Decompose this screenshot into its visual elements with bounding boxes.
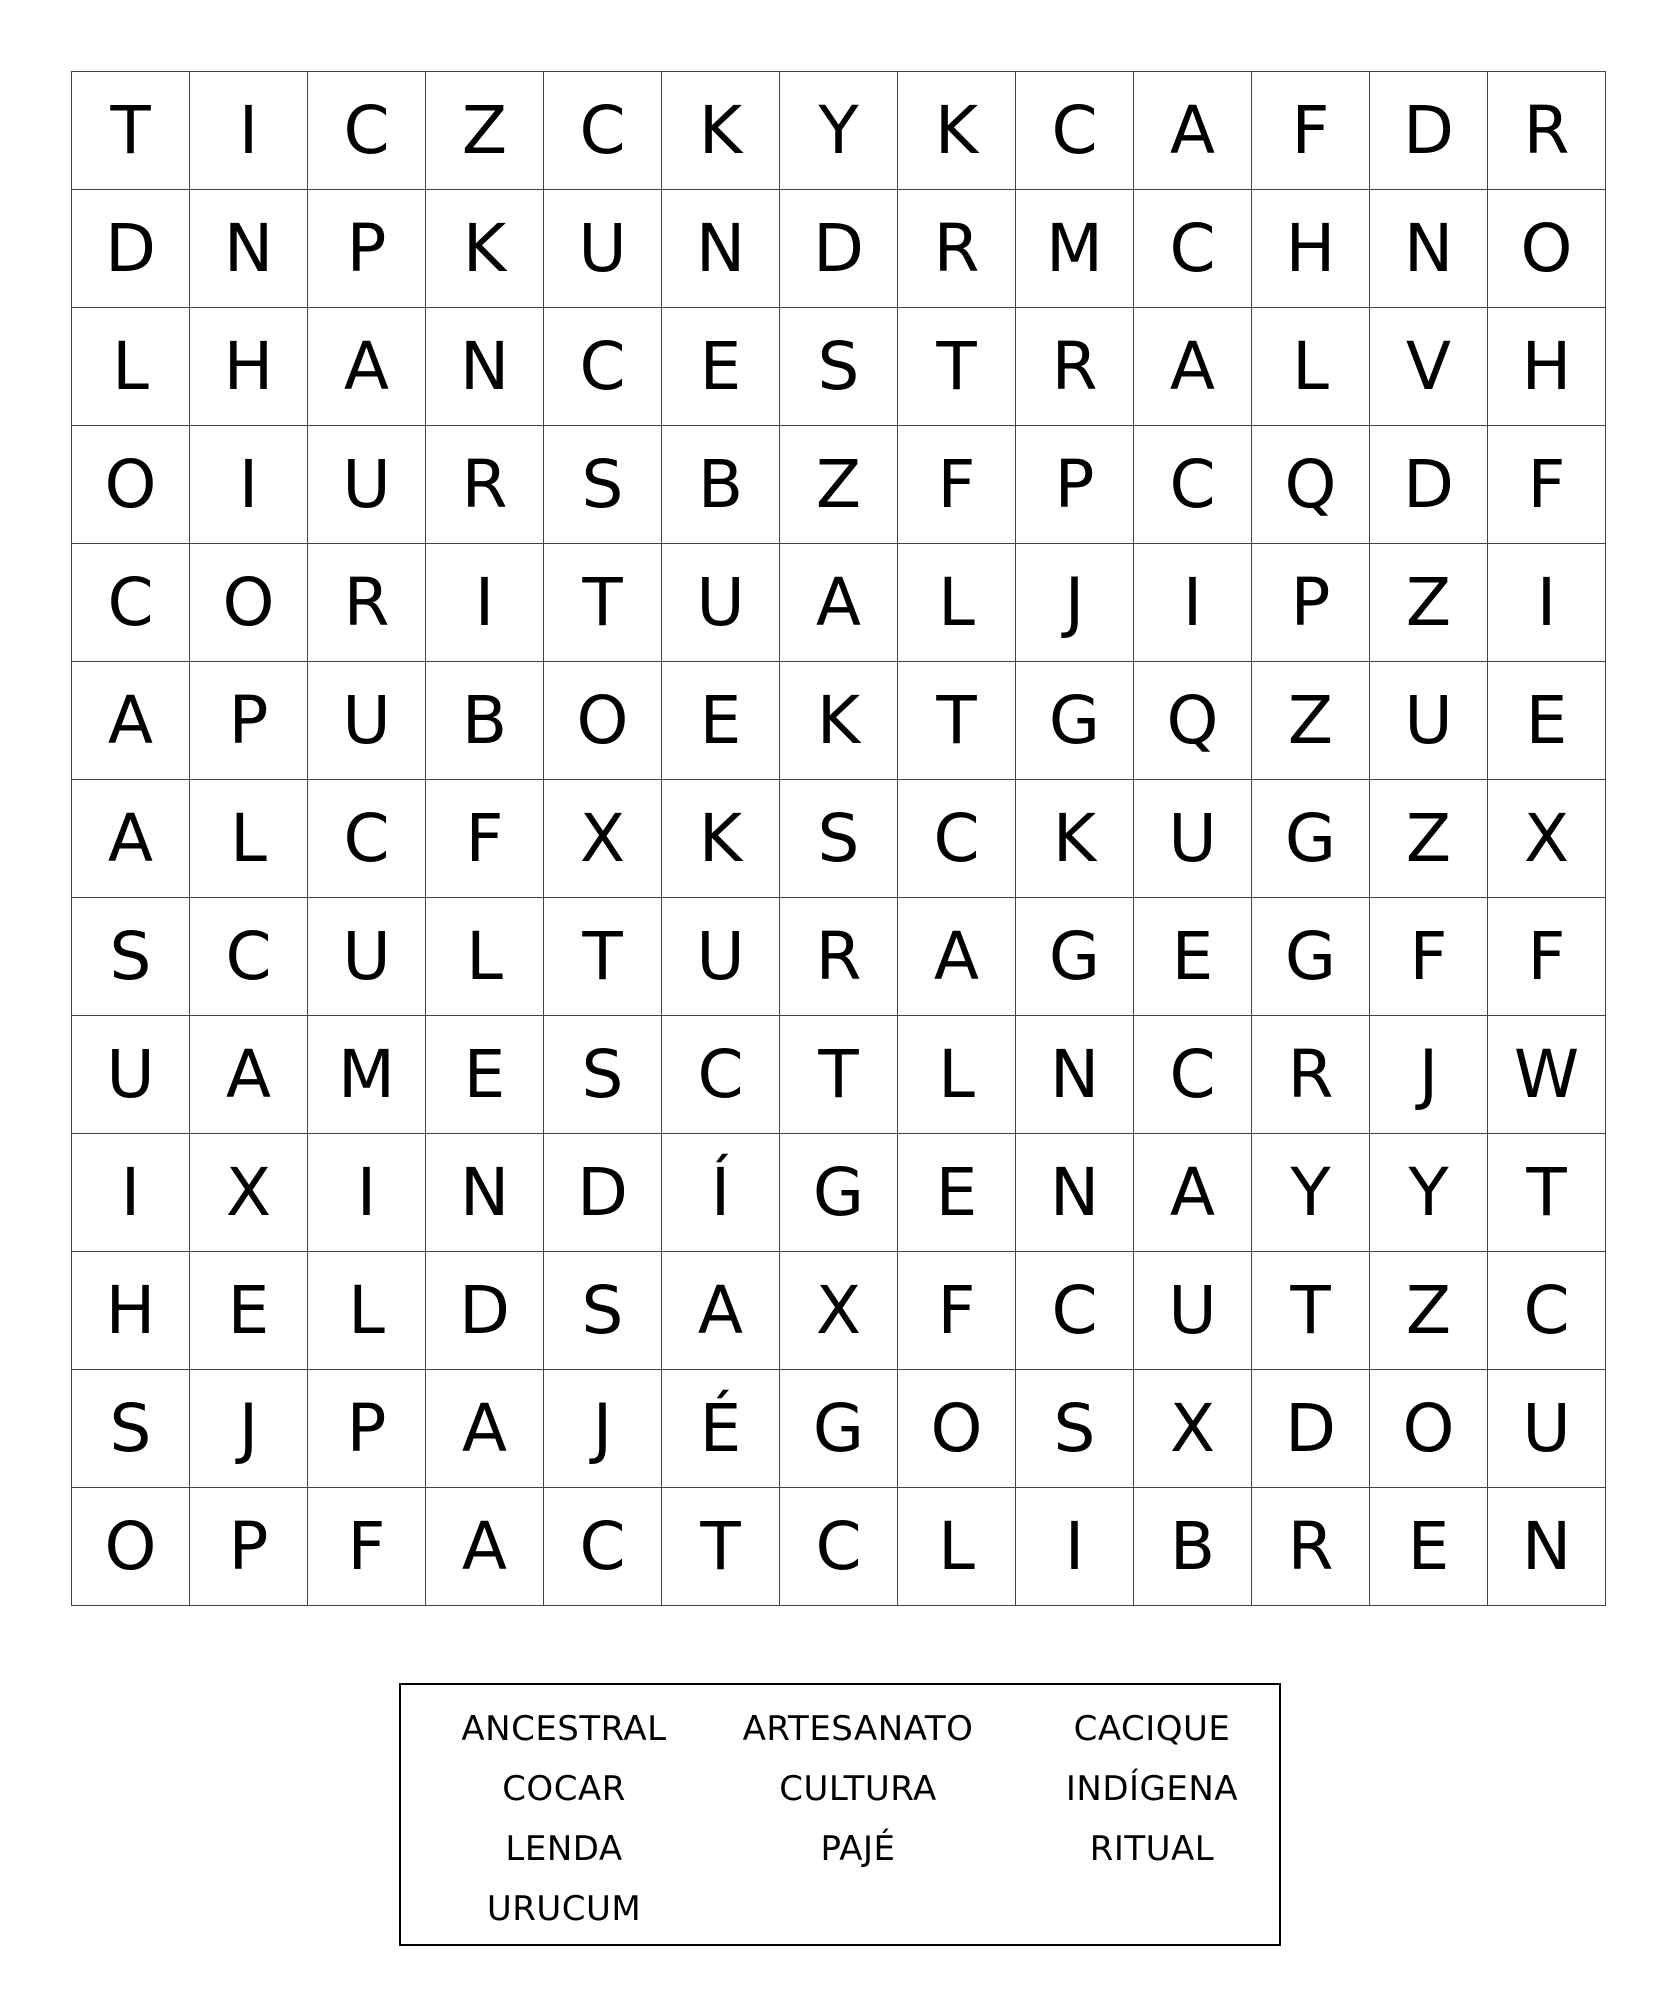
grid-cell[interactable]: A [780, 544, 898, 662]
grid-cell[interactable]: X [544, 780, 662, 898]
word-item: PAJÉ [820, 1829, 896, 1869]
grid-cell[interactable]: T [780, 1016, 898, 1134]
grid-cell[interactable]: J [544, 1370, 662, 1488]
grid-cell[interactable]: U [308, 662, 426, 780]
grid-cell[interactable]: C [1134, 190, 1252, 308]
grid-cell[interactable]: Q [1134, 662, 1252, 780]
grid-cell[interactable]: F [898, 426, 1016, 544]
word-item: URUCUM [486, 1889, 642, 1929]
grid-cell[interactable]: D [1252, 1370, 1370, 1488]
grid-cell[interactable]: C [190, 898, 308, 1016]
grid-cell[interactable]: K [780, 662, 898, 780]
letter-grid [71, 71, 1606, 1606]
grid-cell[interactable]: L [308, 1252, 426, 1370]
grid-cell[interactable]: O [190, 544, 308, 662]
grid-cell[interactable]: O [72, 1488, 190, 1606]
grid-cell[interactable]: A [72, 780, 190, 898]
grid-cell[interactable]: Í [662, 1134, 780, 1252]
grid-cell[interactable]: I [190, 426, 308, 544]
grid-cell[interactable]: U [308, 898, 426, 1016]
grid-cell[interactable]: L [898, 1016, 1016, 1134]
grid-cell[interactable]: C [544, 72, 662, 190]
grid-cell[interactable]: D [72, 190, 190, 308]
grid-cell[interactable]: T [662, 1488, 780, 1606]
grid-cell[interactable]: T [1252, 1252, 1370, 1370]
grid-cell[interactable]: C [1134, 1016, 1252, 1134]
grid-cell[interactable]: N [190, 190, 308, 308]
grid-cell[interactable]: R [308, 544, 426, 662]
grid-cell[interactable]: E [662, 662, 780, 780]
grid-cell[interactable]: B [662, 426, 780, 544]
grid-cell[interactable]: T [898, 308, 1016, 426]
grid-cell[interactable]: H [1488, 308, 1606, 426]
grid-cell[interactable]: D [1370, 426, 1488, 544]
grid-cell[interactable]: I [1134, 544, 1252, 662]
grid-cell[interactable]: C [1134, 426, 1252, 544]
grid-cell[interactable]: S [780, 780, 898, 898]
grid-cell[interactable]: K [662, 780, 780, 898]
grid-cell[interactable]: Y [1370, 1134, 1488, 1252]
grid-cell[interactable]: A [72, 662, 190, 780]
grid-cell[interactable]: K [1016, 780, 1134, 898]
grid-cell[interactable]: S [1016, 1370, 1134, 1488]
grid-cell[interactable]: G [780, 1134, 898, 1252]
grid-cell[interactable]: U [72, 1016, 190, 1134]
grid-cell[interactable]: C [1488, 1252, 1606, 1370]
grid-cell[interactable]: E [190, 1252, 308, 1370]
grid-cell[interactable]: C [1016, 1252, 1134, 1370]
grid-cell[interactable]: G [1016, 898, 1134, 1016]
grid-cell[interactable]: Q [1252, 426, 1370, 544]
grid-cell[interactable]: E [1488, 662, 1606, 780]
grid-cell[interactable]: R [1488, 72, 1606, 190]
grid-cell[interactable]: G [780, 1370, 898, 1488]
grid-cell[interactable]: H [72, 1252, 190, 1370]
grid-cell[interactable]: L [898, 544, 1016, 662]
grid-cell[interactable]: K [898, 72, 1016, 190]
grid-cell[interactable]: J [1016, 544, 1134, 662]
grid-cell[interactable]: R [426, 426, 544, 544]
grid-cell[interactable]: U [1370, 662, 1488, 780]
grid-cell[interactable]: S [544, 1252, 662, 1370]
grid-cell[interactable]: Z [1252, 662, 1370, 780]
grid-cell[interactable]: F [1252, 72, 1370, 190]
word-list [417, 1699, 1299, 1939]
grid-cell[interactable]: A [426, 1488, 544, 1606]
grid-cell[interactable]: M [308, 1016, 426, 1134]
grid-cell[interactable]: U [1134, 1252, 1252, 1370]
grid-cell[interactable]: J [1370, 1016, 1488, 1134]
grid-cell[interactable]: S [780, 308, 898, 426]
word-item: COCAR [502, 1769, 626, 1809]
word-item: CACIQUE [1073, 1709, 1231, 1749]
grid-cell[interactable]: I [190, 72, 308, 190]
grid-cell[interactable]: L [898, 1488, 1016, 1606]
grid-cell[interactable]: L [426, 898, 544, 1016]
grid-cell[interactable]: U [662, 544, 780, 662]
grid-cell[interactable]: F [898, 1252, 1016, 1370]
grid-cell[interactable]: D [544, 1134, 662, 1252]
grid-cell[interactable]: Z [1370, 1252, 1488, 1370]
word-item: ARTESANATO [742, 1709, 974, 1749]
grid-cell[interactable]: J [190, 1370, 308, 1488]
grid-cell[interactable]: D [426, 1252, 544, 1370]
grid-cell[interactable]: C [662, 1016, 780, 1134]
grid-cell[interactable]: S [72, 1370, 190, 1488]
grid-cell[interactable]: E [426, 1016, 544, 1134]
grid-cell[interactable]: U [1488, 1370, 1606, 1488]
grid-cell[interactable]: A [1134, 72, 1252, 190]
grid-cell[interactable]: W [1488, 1016, 1606, 1134]
grid-cell[interactable]: A [426, 1370, 544, 1488]
word-bank [399, 1683, 1281, 1946]
grid-cell[interactable]: U [544, 190, 662, 308]
grid-cell[interactable]: A [190, 1016, 308, 1134]
word-item: ANCESTRAL [461, 1709, 667, 1749]
grid-cell[interactable]: C [898, 780, 1016, 898]
grid-cell[interactable]: P [190, 662, 308, 780]
grid-cell[interactable]: P [190, 1488, 308, 1606]
grid-cell[interactable]: F [426, 780, 544, 898]
grid-cell[interactable]: C [544, 1488, 662, 1606]
grid-cell[interactable]: G [1016, 662, 1134, 780]
grid-cell[interactable]: R [1016, 308, 1134, 426]
grid-cell[interactable]: U [662, 898, 780, 1016]
word-item: LENDA [505, 1829, 623, 1869]
grid-cell[interactable]: C [72, 544, 190, 662]
grid-cell[interactable]: T [1488, 1134, 1606, 1252]
grid-cell[interactable]: K [426, 190, 544, 308]
grid-cell[interactable]: X [190, 1134, 308, 1252]
grid-cell[interactable]: A [898, 898, 1016, 1016]
grid-cell[interactable]: C [308, 72, 426, 190]
grid-cell[interactable]: A [1134, 1134, 1252, 1252]
grid-cell[interactable]: Z [1370, 544, 1488, 662]
grid-cell[interactable]: N [1370, 190, 1488, 308]
word-item: CULTURA [779, 1769, 937, 1809]
grid-cell[interactable]: Z [1370, 780, 1488, 898]
grid-cell[interactable]: R [898, 190, 1016, 308]
grid-cell[interactable]: Y [780, 72, 898, 190]
grid-cell[interactable]: O [898, 1370, 1016, 1488]
grid-cell[interactable]: O [1488, 190, 1606, 308]
grid-cell[interactable]: V [1370, 308, 1488, 426]
grid-cell[interactable]: F [1370, 898, 1488, 1016]
grid-cell[interactable]: R [1252, 1488, 1370, 1606]
grid-cell[interactable]: E [1134, 898, 1252, 1016]
grid-cell[interactable]: F [308, 1488, 426, 1606]
grid-cell[interactable]: G [1252, 898, 1370, 1016]
grid-cell[interactable]: O [544, 662, 662, 780]
grid-cell[interactable]: F [1488, 898, 1606, 1016]
grid-cell[interactable]: N [1488, 1488, 1606, 1606]
grid-cell[interactable]: C [780, 1488, 898, 1606]
grid-cell[interactable]: A [308, 308, 426, 426]
grid-cell[interactable]: P [1016, 426, 1134, 544]
grid-cell[interactable]: D [780, 190, 898, 308]
grid-cell[interactable]: Z [426, 72, 544, 190]
grid-cell[interactable]: C [544, 308, 662, 426]
grid-cell[interactable]: C [308, 780, 426, 898]
grid-cell[interactable]: O [1370, 1370, 1488, 1488]
grid-cell[interactable]: I [72, 1134, 190, 1252]
grid-cell[interactable]: E [1370, 1488, 1488, 1606]
grid-cell[interactable]: E [898, 1134, 1016, 1252]
grid-cell[interactable]: S [544, 1016, 662, 1134]
grid-cell[interactable]: P [1252, 544, 1370, 662]
grid-cell[interactable]: B [426, 662, 544, 780]
grid-cell[interactable]: T [898, 662, 1016, 780]
grid-cell[interactable]: G [1252, 780, 1370, 898]
grid-cell[interactable]: N [1016, 1134, 1134, 1252]
word-item: RITUAL [1089, 1829, 1215, 1869]
grid-cell[interactable]: N [426, 308, 544, 426]
word-item: INDÍGENA [1065, 1769, 1239, 1809]
grid-cell[interactable]: S [544, 426, 662, 544]
grid-cell[interactable]: H [190, 308, 308, 426]
grid-cell[interactable]: N [426, 1134, 544, 1252]
grid-cell[interactable]: O [72, 426, 190, 544]
grid-cell[interactable]: C [1016, 72, 1134, 190]
grid-cell[interactable]: I [426, 544, 544, 662]
grid-cell[interactable]: Y [1252, 1134, 1370, 1252]
grid-cell[interactable]: L [72, 308, 190, 426]
grid-cell[interactable]: E [662, 308, 780, 426]
grid-cell[interactable]: A [662, 1252, 780, 1370]
grid-cell[interactable]: L [1252, 308, 1370, 426]
grid-cell[interactable]: P [308, 1370, 426, 1488]
grid-cell[interactable]: U [308, 426, 426, 544]
grid-cell[interactable]: X [780, 1252, 898, 1370]
grid-cell[interactable]: X [1134, 1370, 1252, 1488]
grid-cell[interactable]: P [308, 190, 426, 308]
grid-cell[interactable]: T [72, 72, 190, 190]
grid-cell[interactable]: Z [780, 426, 898, 544]
grid-cell[interactable]: K [662, 72, 780, 190]
grid-cell[interactable]: F [1488, 426, 1606, 544]
grid-cell[interactable]: L [190, 780, 308, 898]
grid-cell[interactable]: T [544, 898, 662, 1016]
grid-cell[interactable]: É [662, 1370, 780, 1488]
grid-cell[interactable]: N [1016, 1016, 1134, 1134]
grid-cell[interactable]: I [1016, 1488, 1134, 1606]
grid-cell[interactable]: I [308, 1134, 426, 1252]
grid-cell[interactable]: R [1252, 1016, 1370, 1134]
grid-cell[interactable]: A [1134, 308, 1252, 426]
grid-cell[interactable]: X [1488, 780, 1606, 898]
grid-cell[interactable]: T [544, 544, 662, 662]
grid-cell[interactable]: B [1134, 1488, 1252, 1606]
grid-cell[interactable]: D [1370, 72, 1488, 190]
grid-cell[interactable]: M [1016, 190, 1134, 308]
grid-cell[interactable]: S [72, 898, 190, 1016]
grid-cell[interactable]: R [780, 898, 898, 1016]
grid-cell[interactable]: N [662, 190, 780, 308]
grid-cell[interactable]: U [1134, 780, 1252, 898]
grid-cell[interactable]: I [1488, 544, 1606, 662]
grid-cell[interactable]: H [1252, 190, 1370, 308]
